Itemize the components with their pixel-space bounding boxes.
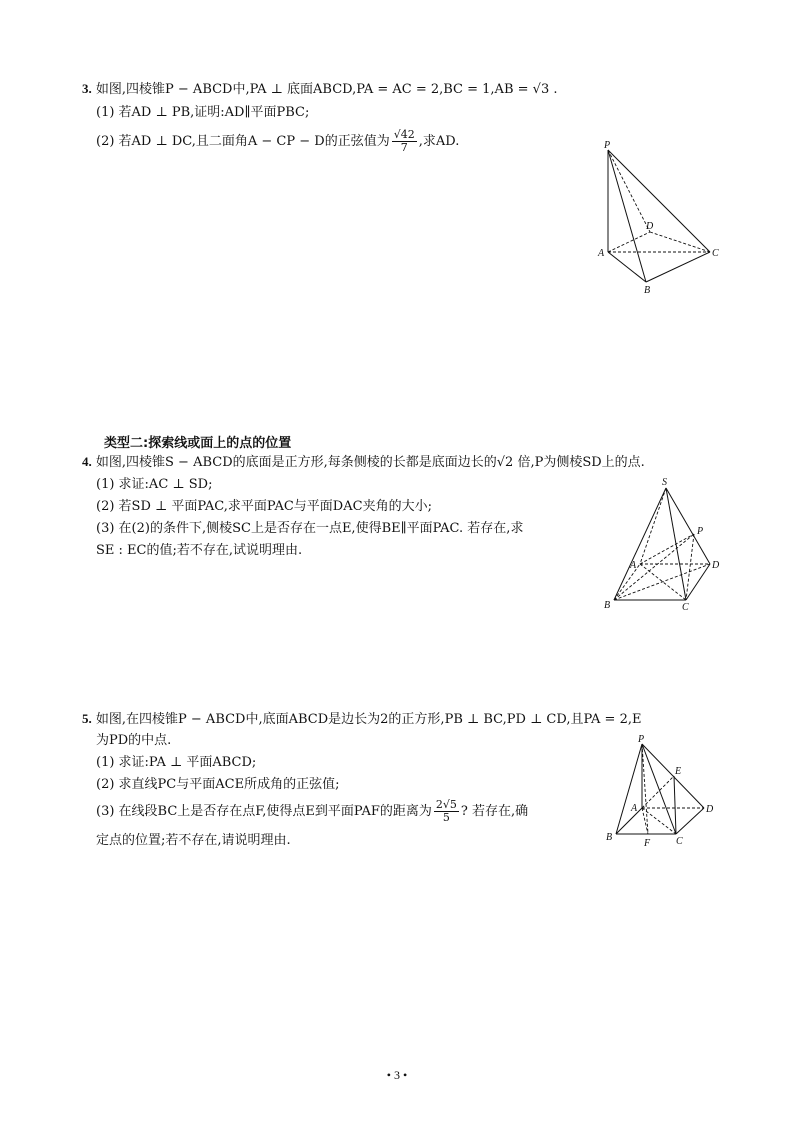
q5-label-B: B bbox=[606, 832, 613, 843]
q3-stem-line bbox=[82, 80, 557, 99]
q3-part1: (1) 若AD ⊥ PB,证明:AD∥平面PBC; bbox=[96, 105, 310, 120]
q3-label-C: C bbox=[712, 248, 719, 259]
q4-number: 4. bbox=[82, 454, 92, 469]
q3-edge-AD bbox=[608, 232, 650, 252]
q4-label-C: C bbox=[682, 602, 689, 613]
q3-part2-line bbox=[96, 128, 459, 156]
q4-edge-SA bbox=[640, 488, 666, 564]
q4-label-S: S bbox=[662, 477, 667, 488]
q3-edge-PD bbox=[608, 150, 650, 232]
q5-label-F: F bbox=[644, 838, 651, 849]
q5-label-C: C bbox=[676, 836, 683, 847]
q3-label-B: B bbox=[644, 285, 651, 296]
q4-part3-line2: SE : EC的值;若不存在,试说明理由. bbox=[96, 543, 303, 558]
q5-stem-line1 bbox=[82, 710, 641, 729]
q5-edge-CD bbox=[676, 808, 704, 834]
q3-edge-DC bbox=[650, 232, 710, 252]
q4-edge-AP bbox=[640, 534, 694, 564]
q3-part2-numerator: √42 bbox=[393, 128, 415, 141]
q4-label-D: D bbox=[712, 560, 720, 571]
q4-part1: (1) 求证:AC ⊥ SD; bbox=[96, 477, 213, 492]
q3-label-D: D bbox=[646, 221, 654, 232]
q5-part3-line bbox=[96, 798, 528, 826]
q4-pyramid-figure bbox=[598, 476, 728, 616]
q3-edge-BC bbox=[646, 252, 710, 282]
page-number: • 3 • bbox=[386, 1068, 408, 1082]
q5-stem-line2: 为PD的中点. bbox=[96, 733, 172, 748]
q3-edge-PC bbox=[608, 150, 710, 252]
q4-stem-line bbox=[82, 453, 645, 472]
q5-pyramid-figure bbox=[600, 734, 730, 854]
q5-part1: (1) 求证:PA ⊥ 平面ABCD; bbox=[96, 755, 257, 770]
q3-stem: 如图,四棱锥P − ABCD中,PA ⊥ 底面ABCD,PA = AC = 2,BC = 1,AB = √3 . bbox=[95, 82, 558, 97]
q3-number: 3. bbox=[82, 81, 92, 96]
q5-label-D: D bbox=[706, 804, 714, 815]
q3-part2-fraction bbox=[392, 129, 417, 154]
q3-part2-denominator: 7 bbox=[400, 141, 408, 154]
q5-part3-numerator: 2√5 bbox=[435, 798, 457, 811]
q5-label-P: P bbox=[638, 734, 645, 745]
q4-label-B: B bbox=[604, 600, 611, 611]
q4-edge-BP bbox=[614, 534, 694, 600]
q5-part3-after: ? 若存在,确 bbox=[460, 804, 529, 819]
q5-edge-PD bbox=[642, 744, 704, 808]
q3-label-P: P bbox=[604, 140, 611, 151]
q4-part2: (2) 若SD ⊥ 平面PAC,求平面PAC与平面DAC夹角的大小; bbox=[96, 499, 432, 514]
q3-label-A: A bbox=[598, 248, 605, 259]
q3-pyramid-figure bbox=[590, 138, 730, 298]
q3-part2-before: (2) 若AD ⊥ DC,且二面角A − CP − D的正弦值为 bbox=[96, 134, 390, 149]
q5-edge-AE bbox=[642, 776, 674, 808]
q3-edge-PB bbox=[608, 150, 646, 282]
q5-part3-before: (3) 在线段BC上是否存在点F,使得点E到平面PAF的距离为 bbox=[96, 804, 432, 819]
q5-part3-denominator: 5 bbox=[442, 811, 450, 824]
q4-label-A: A bbox=[630, 560, 637, 571]
q4-label-P: P bbox=[697, 526, 704, 537]
q5-stem-line1-text: 如图,在四棱锥P − ABCD中,底面ABCD是边长为2的正方形,PB ⊥ BC,PD ⊥ CD,且PA = 2,E bbox=[95, 712, 642, 727]
q5-number: 5. bbox=[82, 711, 92, 726]
q5-label-E: E bbox=[675, 766, 682, 777]
q5-part3-fraction bbox=[434, 799, 459, 824]
q4-part3-line1: (3) 在(2)的条件下,侧棱SC上是否存在一点E,使得BE∥平面PAC. 若存在,求 bbox=[96, 521, 524, 536]
q4-stem: 如图,四棱锥S − ABCD的底面是正方形,每条侧棱的长都是底面边长的√2 倍,P为侧棱SD上的点. bbox=[95, 455, 645, 470]
q5-label-A: A bbox=[631, 803, 638, 814]
q5-part3-line2: 定点的位置;若不存在,请说明理由. bbox=[96, 833, 291, 848]
q3-edge-AB bbox=[608, 252, 646, 282]
q3-part2-after: ,求AD. bbox=[418, 134, 460, 149]
q5-part2: (2) 求直线PC与平面ACE所成角的正弦值; bbox=[96, 777, 340, 792]
q5-edge-EC bbox=[674, 776, 676, 834]
section-title: 类型二:探索线或面上的点的位置 bbox=[104, 436, 292, 451]
